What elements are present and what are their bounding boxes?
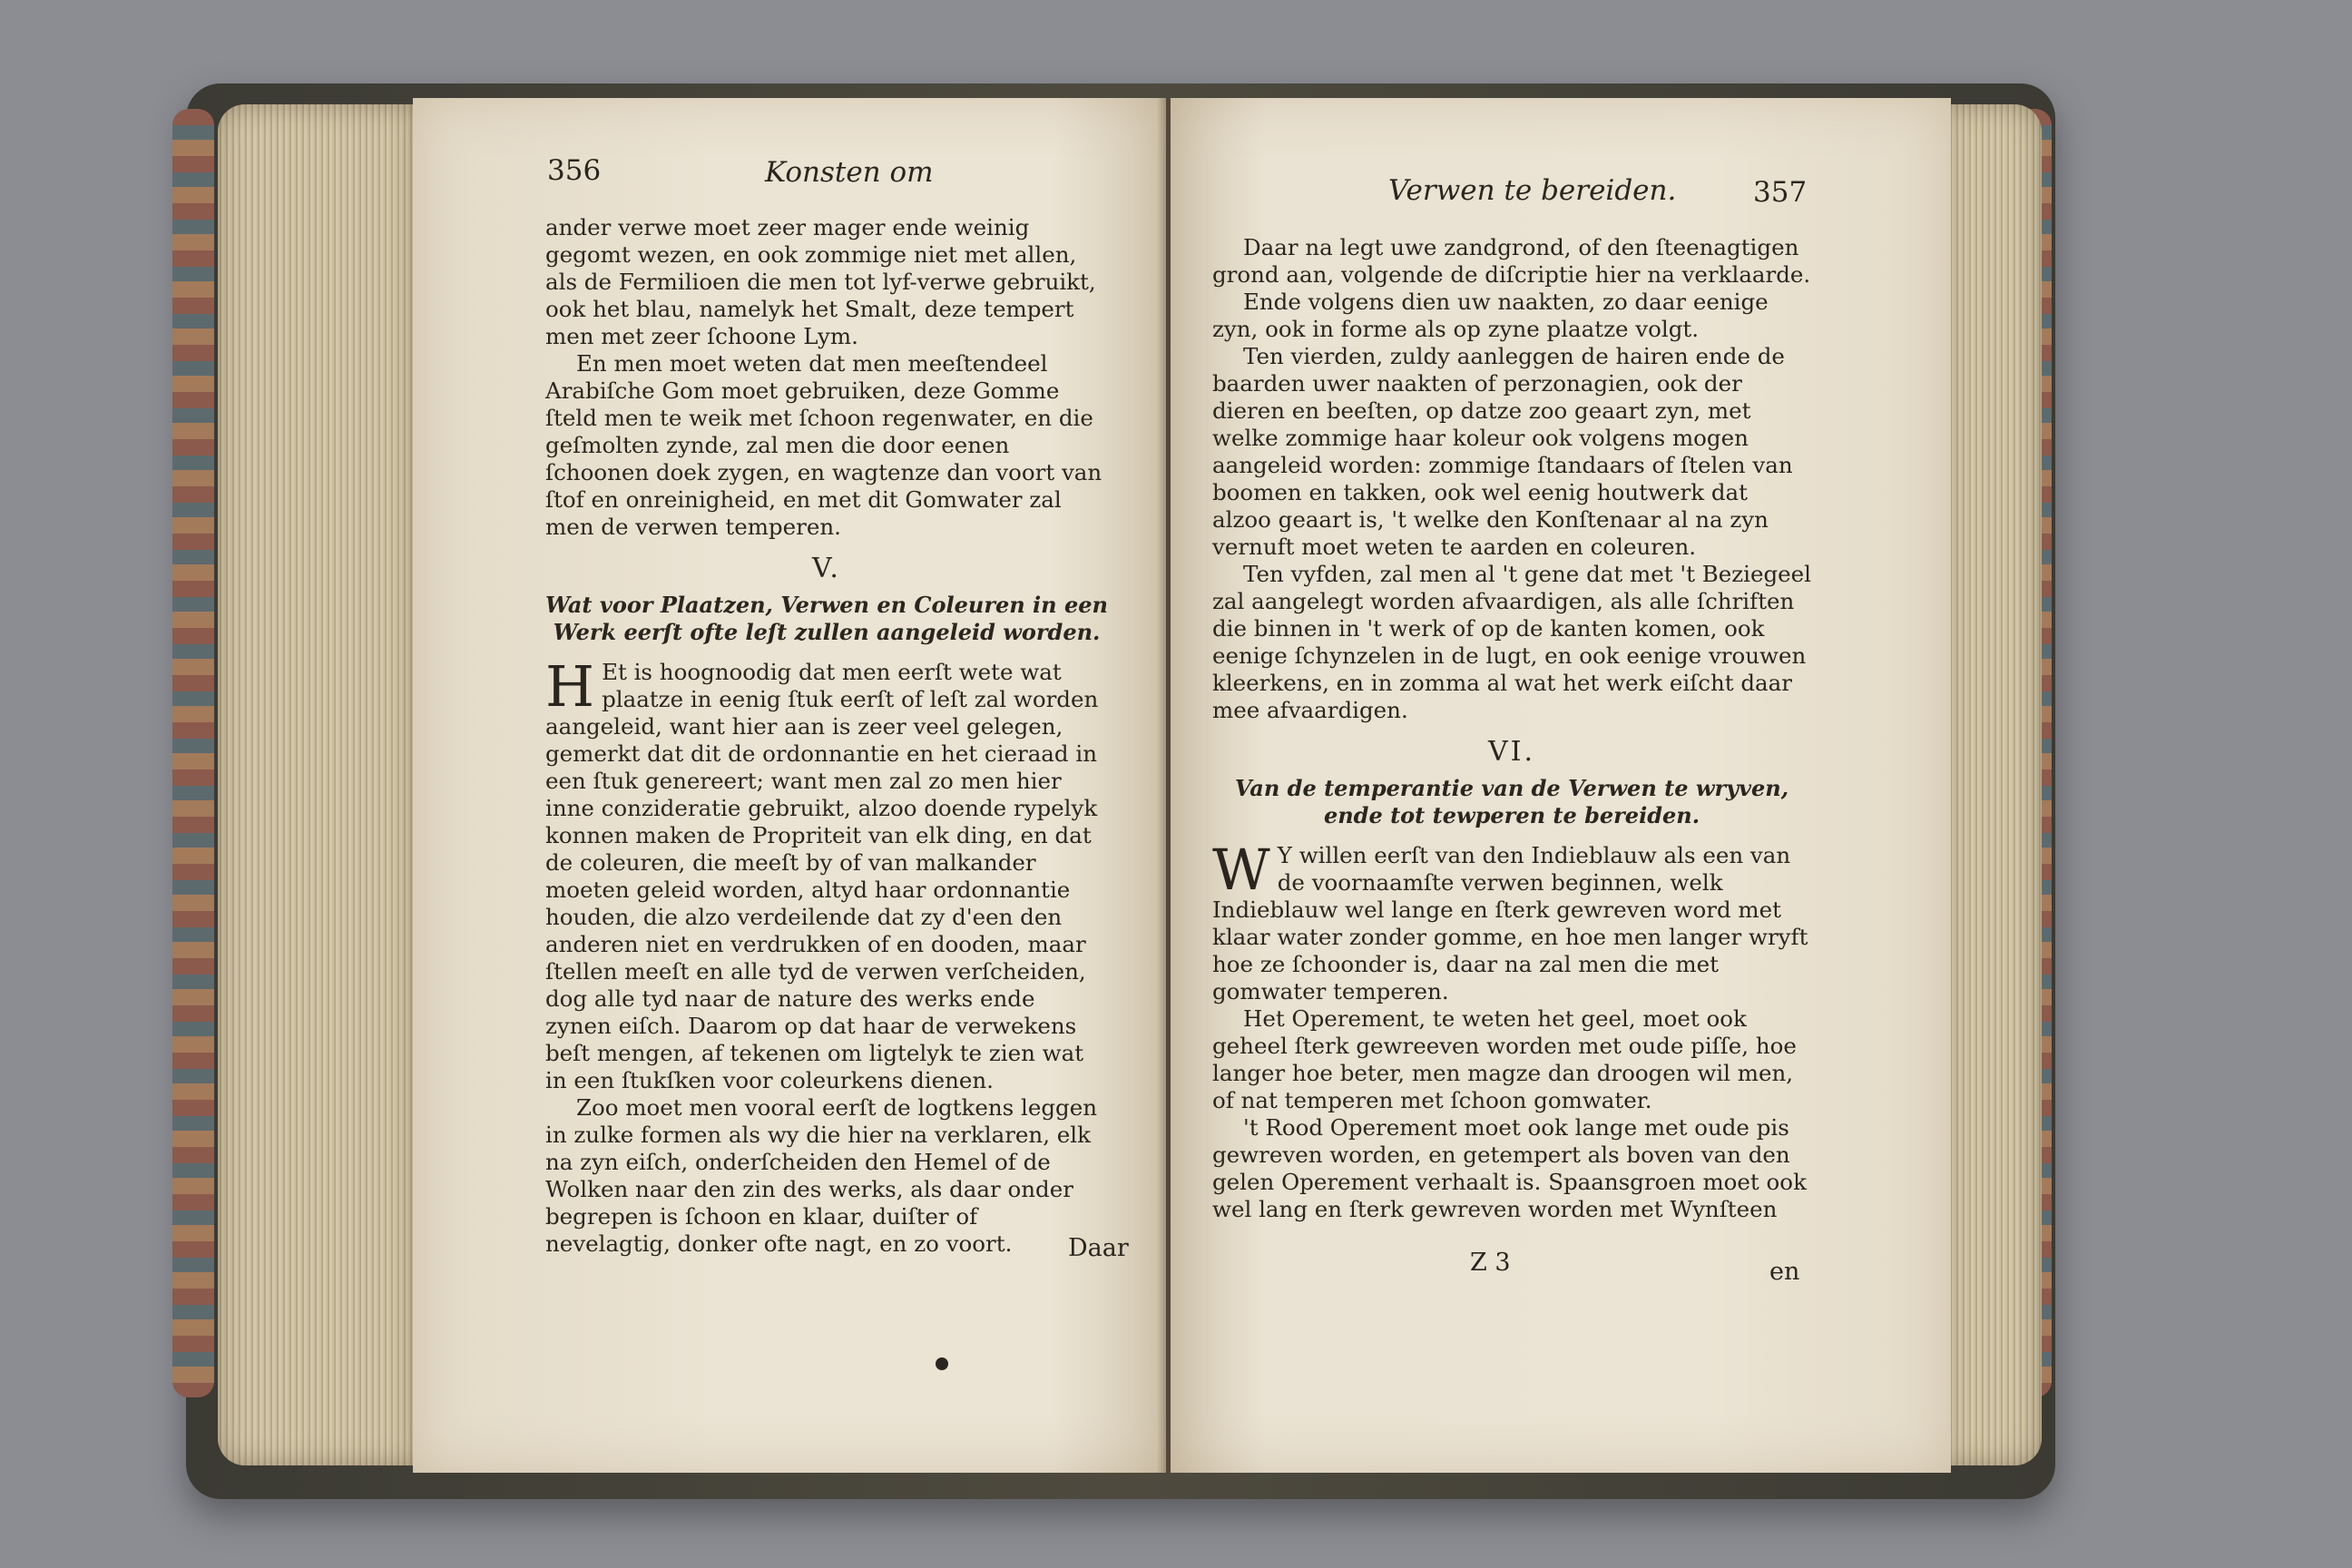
right-paragraph-3: Ten vierden, zuldy aanleggen de hairen ende de baarden uwer naakten of perzonagien, ook der dieren en beeſten, op datze zoo geaart zyn, met welke zommige haar koleur ook volgens mogen aangeleid worden: zommige ſtandaars of ſtelen van boomen en takken, ook wel eenig houtwerk dat alzoo geaart is, 't welke den Konſtenaar al na zyn vernuft moet weten te aarden en coleuren. (1212, 343, 1793, 560)
right-body-second: Het Operement, te weten het geel, moet ook geheel ſterk gewreeven worden met oude piſſe, hoe langer hoe beter, men magze dan droogen wil men, of nat temperen met ſchoon gomwater. (1212, 1005, 1797, 1113)
right-body-first: Y willen eerſt van den Indieblauw als een van de voornaamſte verwen beginnen, welk Indieblauw wel lange en ſterk gewreven word met klaar water zonder gomme, en hoe men langer wryft hoe ze ſchoonder is, daar na zal men die met gomwater temperen. (1212, 842, 1808, 1004)
left-page (413, 98, 1166, 1473)
left-section-heading: Wat voor Plaatzen, Verwen en Coleuren in een Werk eerſt ofte leſt zullen aangeleid worden. (545, 592, 1108, 645)
right-section-number: VI. (1487, 736, 1536, 768)
binding-edge-left (172, 109, 214, 1397)
right-drop-cap: W (1212, 837, 1270, 903)
left-catchword: Daar (1068, 1234, 1129, 1262)
left-section-number: V. (812, 553, 841, 584)
left-running-title: Konsten om (765, 156, 934, 189)
right-section-heading: Van de temperantie van de Verwen te wryven, ende tot tewperen te bereiden. (1234, 775, 1789, 828)
left-text-block (545, 214, 1108, 1258)
page-edges-left (218, 104, 417, 1465)
left-body-first: Et is hoognoodig dat men eerſt wete wat plaatze in eenig ſtuk eerſt of leſt zal worden aangeleid, want hier aan is zeer veel gelegen, gemerkt dat dit de ordonnantie en het cieraad in een ſtuk genereert; want men zal zo men hier inne conzideratie gebruikt, alzoo doende rypelyk konnen maken de Propriteit van elk ding, en dat de coleuren, die meeſt by of van malkander moeten geleid worden, altyd haar ordonnantie houden, die alzo verdeilende dat zy d'een den anderen niet en verdrukken of en dooden, maar ſtellen meeſt en alle tyd de verwen verſcheiden, dog alle tyd naar de nature des werks ende zynen eiſch. Daarom op dat haar de verwekens beſt mengen, af tekenen om ligtelyk te zien wat in een ſtukſken voor coleurkens dienen. (545, 659, 1099, 1093)
right-paragraph-2: Ende volgens dien uw naakten, zo daar eenige zyn, ook in forme als op zyne plaatze volgt. (1212, 289, 1769, 342)
left-paragraph-2: En men moet weten dat men meeſtendeel Arabiſche Gom moet gebruiken, deze Gomme ſteld men te weik met ſchoon regenwater, en die geſmolten zynde, zal men die door eenen ſchoonen doek zygen, en wagtenze dan voort van ſtof en onreinigheid, en met dit Gomwater zal men de verwen temperen. (545, 350, 1102, 540)
right-text-block (1212, 234, 1811, 1223)
right-catchword: en (1769, 1258, 1800, 1286)
left-paragraph-1: ander verwe moet zeer mager ende weinig gegomt wezen, en ook zommige niet met allen, als de Fermilioen die men tot lyf-verwe gebruikt, ook het blau, namelyk het Smalt, deze tempert men met zeer ſchoone Lym. (545, 214, 1096, 349)
right-page-number: 357 (1753, 176, 1808, 209)
right-signature: Z 3 (1470, 1249, 1511, 1277)
left-body-second: Zoo moet men vooral eerſt de logtkens leggen in zulke formen als wy die hier na verklaren, elk na zyn eiſch, onderſcheiden den Hemel of de Wolken naar den zin des werks, als daar onder begrepen is ſchoon en klaar, duiſter of nevelagtig, donker ofte nagt, en zo voort. (545, 1094, 1097, 1257)
right-page (1171, 98, 1951, 1473)
right-paragraph-4: Ten vyfden, zal men al 't gene dat met 't Beziegeel zal aangelegt worden afvaardigen, als alle ſchriften die binnen in 't werk of op de kanten komen, ook eenige ſchynzelen in de lugt, en ook eenige vrouwen kleerkens, en in zomma al wat het werk eiſcht daar mee afvaardigen. (1212, 561, 1811, 723)
right-body-third: 't Rood Operement moet ook lange met oude pis gewreven worden, en getempert als boven van den gelen Operement verhaalt is. Spaansgroen moet ook wel lang en ſterk gewreven worden met Wynſteen (1212, 1114, 1807, 1222)
left-drop-cap: H (545, 653, 595, 720)
ink-spot (936, 1357, 948, 1370)
right-running-title: Verwen te bereiden. (1388, 174, 1677, 207)
page-edges-right (1942, 104, 2042, 1465)
right-paragraph-1: Daar na legt uwe zandgrond, of den ſteenagtigen grond aan, volgende de diſcriptie hier na verklaarde. (1212, 234, 1811, 288)
left-page-number: 356 (547, 154, 602, 187)
